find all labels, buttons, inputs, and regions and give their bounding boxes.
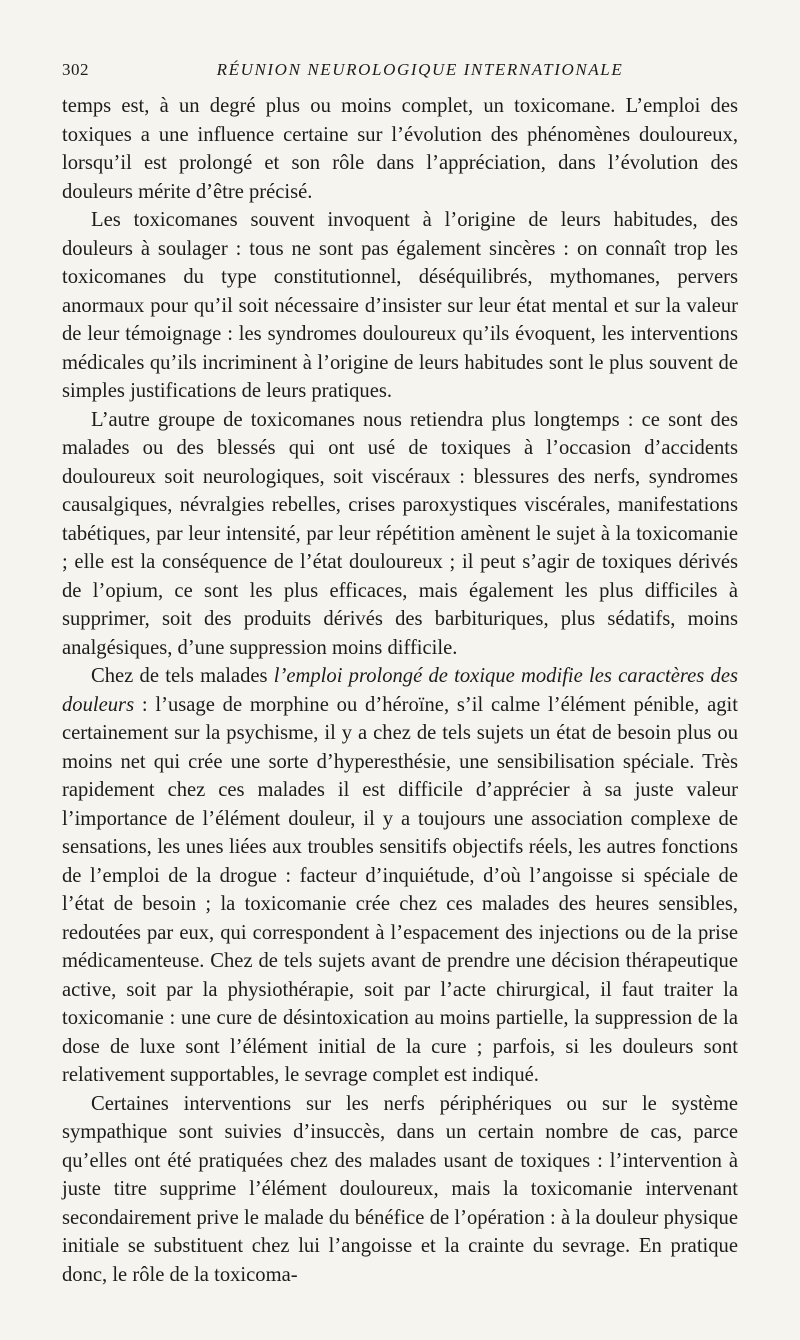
book-page [62,54,738,1289]
paragraph-lead-text: Chez de tels malades [91,665,274,687]
paragraph-toxicomanes-habitudes: Les toxicomanes souvent invoquent à l’origine de leurs habitudes, des douleurs à soulager : tous ne sont pas également sincères : on connaît trop les toxicomanes du type constitutionnel, déséquilibrés, mythomanes, pervers anormaux pour qu’il soit nécessaire d’insister sur leur état mental et sur la valeur de leur témoignage : les syndromes douloureux qu’ils évoquent, les interventions médicales qu’ils incriminent à l’origine de leurs habitudes sont le plus souvent de simples justifications de leurs pratiques. [62,209,738,402]
page-number: 302 [62,60,89,79]
paragraph-interventions: Certaines interventions sur les nerfs périphériques ou sur le système sympathique sont suivies d’insuccès, dans un certain nombre de cas, parce qu’elles ont été pratiquées chez des malades usant de toxiques : l’intervention à juste titre supprime l’élément douloureux, mais la toxicomanie intervenant secondairement prive le malade du bénéfice de l’opération : à la douleur physique initiale se substituent chez lui l’angoisse et la crainte du sevrage. En pratique donc, le rôle de la toxicoma- [62,1092,738,1286]
running-head [62,54,738,86]
paragraph-emploi-prolonge [62,662,738,1090]
body-text [62,92,738,1289]
running-title: RÉUNION NEUROLOGIQUE INTERNATIONALE [216,60,624,79]
italic-emphasis: l’emploi prolongé de toxique modifie les caractères des douleurs [62,665,738,716]
paragraph-autre-groupe: L’autre groupe de toxicomanes nous retiendra plus longtemps : ce sont des malades ou des blessés qui ont usé de toxiques à l’occasion d’accidents douloureux soit neurologiques, soit viscéraux : blessures des nerfs, syndromes causalgiques, névralgies rebelles, crises paroxystiques viscérales, manifestations tabétiques, par leur intensité, par leur répétition amènent le sujet à la toxicomanie ; elle est la conséquence de l’état douloureux ; il peut s’agir de toxiques dérivés de l’opium, ce sont les plus efficaces, mais également les plus difficiles à supprimer, soit des produits dérivés des barbituriques, plus sédatifs, moins analgésiques, d’une suppression moins difficile. [62,408,738,659]
paragraph-rest-text: : l’usage de morphine ou d’héroïne, s’il calme l’élément pénible, agit certainement sur la psychisme, il y a chez de tels sujets un état de besoin plus ou moins net qui crée une sorte d’hyperesthésie, une sensibilisation spéciale. Très rapidement chez ces malades il est difficile d’apprécier à sa juste valeur l’importance de l’élément douleur, il y a toujours une association complexe de sensations, les unes liées aux troubles sensitifs objectifs réels, les autres fonctions de l’emploi de la drogue : facteur d’inquiétude, d’où l’angoisse si spéciale de l’état de besoin ; la toxicomanie crée chez ces malades des heures sensibles, redoutées par eux, qui correspondent à l’espacement des injections ou de la prise médicamenteuse. Chez de tels sujets avant de prendre une décision thérapeutique active, soit par la physiothérapie, soit par l’acte chirurgical, il faut traiter la toxicomanie : une cure de désintoxication au moins partielle, la suppression de la dose de luxe sont l’élément initial de la cure ; parfois, si les douleurs sont relativement supportables, le sevrage complet est indiqué. [62,693,738,1086]
paragraph-continuation: temps est, à un degré plus ou moins complet, un toxicomane. L’emploi des toxiques a une influence certaine sur l’évolution des phénomènes douloureux, lorsqu’il est prolongé et son rôle dans l’appréciation, dans l’évolution des douleurs mérite d’être précisé. [62,95,738,203]
